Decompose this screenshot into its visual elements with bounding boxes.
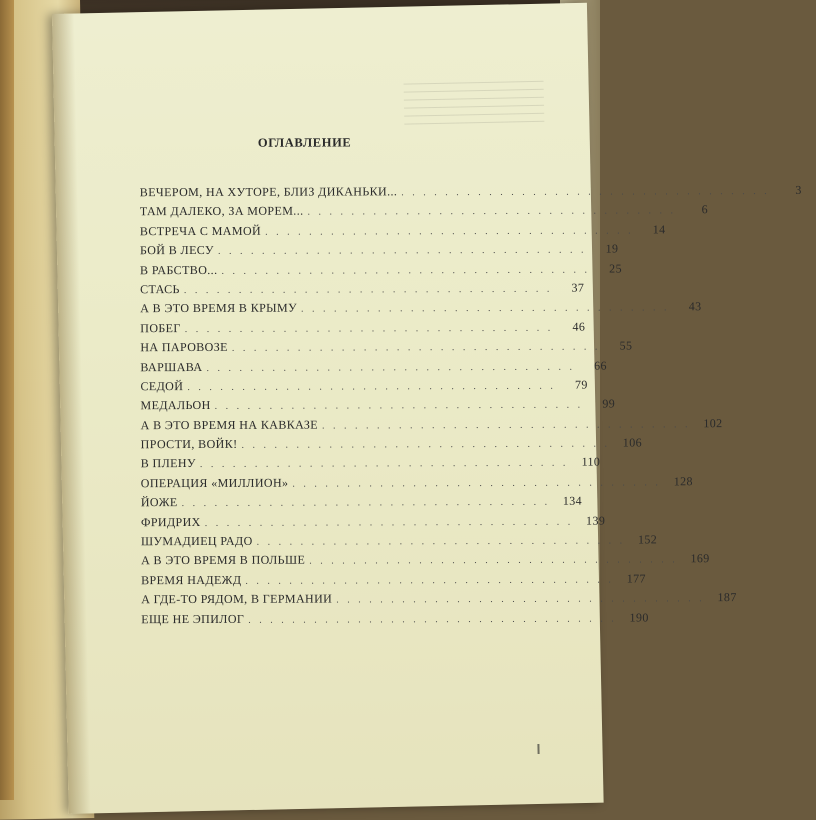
toc-entry [141, 571, 646, 593]
toc-entry-page: 106 [622, 435, 643, 450]
toc-entry-page: 190 [629, 610, 649, 625]
toc-entry-title: ПРОСТИ, ВОЙК! [140, 436, 238, 452]
toc-entry-title: ВЕЧЕРОМ, НА ХУТОРЕ, БЛИЗ ДИКАНЬКИ... [139, 184, 398, 200]
toc-entry [140, 280, 585, 302]
toc-entry-title: В РАБСТВО... [140, 262, 218, 277]
toc-entry [140, 415, 723, 438]
dot-leader: . . . . . . . . . . . . . . . . . . . . . . . . . . . . . . . . . . [183, 283, 553, 296]
toc-entry [140, 435, 643, 457]
dot-leader: . . . . . . . . . . . . . . . . . . . . . . . . . . . . . . . . . . [221, 264, 590, 277]
toc-list [139, 182, 802, 631]
dot-leader: . . . . . . . . . . . . . . . . . . . . . . . . . . . . . . . . . . [401, 185, 770, 199]
toc-entry-title: ТАМ ДАЛЕКО, ЗА МОРЕМ... [139, 204, 304, 219]
toc-entry [140, 338, 633, 360]
toc-entry-page: 43 [688, 299, 702, 314]
toc-entry-page: 99 [602, 396, 616, 411]
toc-entry [139, 241, 619, 263]
toc-entry [140, 299, 702, 321]
toc-entry-title: ФРИДРИХ [140, 514, 201, 529]
toc-entry-title: ШУМАДИЕЦ РАДО [140, 533, 253, 549]
toc-entry-title: В ПЛЕНУ [140, 456, 196, 471]
dot-leader: . . . . . . . . . . . . . . . . . . . . . . . . . . . . . . . . . . [322, 418, 691, 432]
toc-entry-page: 55 [619, 338, 633, 353]
toc-entry-page: 128 [673, 474, 693, 489]
toc-entry-page: 177 [626, 571, 646, 586]
toc-entry [141, 551, 710, 573]
toc-entry-title: А ГДЕ-ТО РЯДОМ, В ГЕРМАНИИ [141, 591, 333, 607]
toc-entry-page: 19 [605, 241, 619, 256]
toc-entry-title: ВАРШАВА [140, 359, 203, 374]
dot-leader: . . . . . . . . . . . . . . . . . . . . . . . . . . . . . . . . . . [217, 244, 587, 258]
toc-entry-title: МЕДАЛЬОН [140, 398, 211, 413]
toc-entry [140, 377, 588, 399]
toc-entry-page: 187 [717, 590, 737, 605]
toc-entry-title: ПОБЕГ [140, 320, 181, 335]
toc-entry-page: 25 [609, 261, 622, 276]
toc-entry [140, 358, 607, 380]
dot-leader: . . . . . . . . . . . . . . . . . . . . . . . . . . . . . . . . . . [199, 458, 569, 471]
toc-entry [141, 610, 649, 632]
toc-entry-page: 152 [637, 532, 658, 547]
ink-mark [537, 744, 539, 754]
toc-entry-title: СЕДОЙ [140, 378, 184, 394]
dot-leader: . . . . . . . . . . . . . . . . . . . . . . . . . . . . . . . . . . [206, 361, 575, 374]
toc-entry-title: ЙОЖЕ [140, 495, 178, 510]
toc-entry-title: ВРЕМЯ НАДЕЖД [141, 572, 242, 588]
toc-entry-page: 37 [571, 280, 585, 295]
toc-entry-title: СТАСЬ [140, 282, 180, 297]
toc-entry [139, 222, 666, 244]
toc-entry-page: 110 [581, 455, 601, 470]
toc-entry [140, 261, 622, 283]
toc-entry [140, 513, 606, 535]
toc-entry [141, 590, 737, 612]
toc-entry-title: НА ПАРОВОЗЕ [140, 340, 228, 355]
dot-leader: . . . . . . . . . . . . . . . . . . . . . . . . . . . . . . . . . . [187, 380, 556, 393]
dot-leader: . . . . . . . . . . . . . . . . . . . . . . . . . . . . . . . . . . [181, 497, 551, 510]
toc-entry-title: А В ЭТО ВРЕМЯ В КРЫМУ [140, 300, 298, 316]
dot-leader: . . . . . . . . . . . . . . . . . . . . . . . . . . . . . . . . . . [184, 322, 554, 335]
toc-entry-page: 134 [562, 493, 583, 508]
toc-entry-title: ОПЕРАЦИЯ «МИЛЛИОН» [140, 475, 289, 491]
toc-entry [140, 532, 658, 554]
dot-leader: . . . . . . . . . . . . . . . . . . . . . . . . . . . . . . . . . . [256, 535, 626, 548]
toc-entry [140, 493, 583, 515]
dot-leader: . . . . . . . . . . . . . . . . . . . . . . . . . . . . . . . . . . [265, 225, 634, 238]
toc-entry-page: 102 [703, 415, 723, 430]
toc-entry-title: ВСТРЕЧА С МАМОЙ [139, 223, 262, 238]
book-spine-edge [0, 0, 14, 800]
toc-entry-title: ЕЩЕ НЕ ЭПИЛОГ [141, 611, 245, 626]
toc-entry [140, 474, 693, 496]
dot-leader: . . . . . . . . . . . . . . . . . . . . . . . . . . . . . . . . . . [292, 477, 661, 490]
table-of-contents [139, 135, 802, 631]
dot-leader: . . . . . . . . . . . . . . . . . . . . . . . . . . . . . . . . . . [214, 399, 584, 413]
dot-leader: . . . . . . . . . . . . . . . . . . . . . . . . . . . . . . . . . . [300, 302, 670, 315]
dot-leader: . . . . . . . . . . . . . . . . . . . . . . . . . . . . . . . . . . [231, 341, 601, 354]
toc-entry-page: 66 [594, 358, 607, 373]
toc-entry-title: БОЙ В ЛЕСУ [139, 243, 214, 258]
toc-entry-page: 6 [701, 202, 709, 217]
toc-entry [139, 202, 709, 224]
toc-entry [140, 319, 586, 341]
toc-entry-page: 139 [586, 513, 606, 528]
toc-entry [140, 455, 601, 477]
toc-entry-page: 3 [795, 182, 802, 197]
dot-leader: . . . . . . . . . . . . . . . . . . . . . . . . . . . . . . . . . . [241, 438, 611, 451]
toc-entry-title: А В ЭТО ВРЕМЯ НА КАВКАЗЕ [140, 417, 319, 432]
toc-entry-page: 79 [574, 377, 588, 392]
toc-title: ОГЛАВЛЕНИЕ [257, 135, 352, 150]
toc-entry-title: А В ЭТО ВРЕМЯ В ПОЛЬШЕ [141, 553, 306, 568]
dot-leader: . . . . . . . . . . . . . . . . . . . . . . . . . . . . . . . . . . [336, 593, 705, 606]
book-page [52, 3, 802, 814]
dot-leader: . . . . . . . . . . . . . . . . . . . . . . . . . . . . . . . . . . [309, 554, 678, 568]
toc-entry [140, 396, 616, 418]
toc-entry [139, 182, 802, 205]
toc-entry-page: 14 [652, 222, 666, 237]
dot-leader: . . . . . . . . . . . . . . . . . . . . . . . . . . . . . . . . . . [307, 205, 677, 218]
toc-entry-page: 46 [572, 319, 586, 334]
toc-entry-page: 169 [690, 551, 710, 566]
dot-leader: . . . . . . . . . . . . . . . . . . . . . . . . . . . . . . . . . . [204, 516, 574, 529]
dot-leader: . . . . . . . . . . . . . . . . . . . . . . . . . . . . . . . . . . [245, 574, 614, 587]
dot-leader: . . . . . . . . . . . . . . . . . . . . . . . . . . . . . . . . . . [248, 613, 617, 626]
